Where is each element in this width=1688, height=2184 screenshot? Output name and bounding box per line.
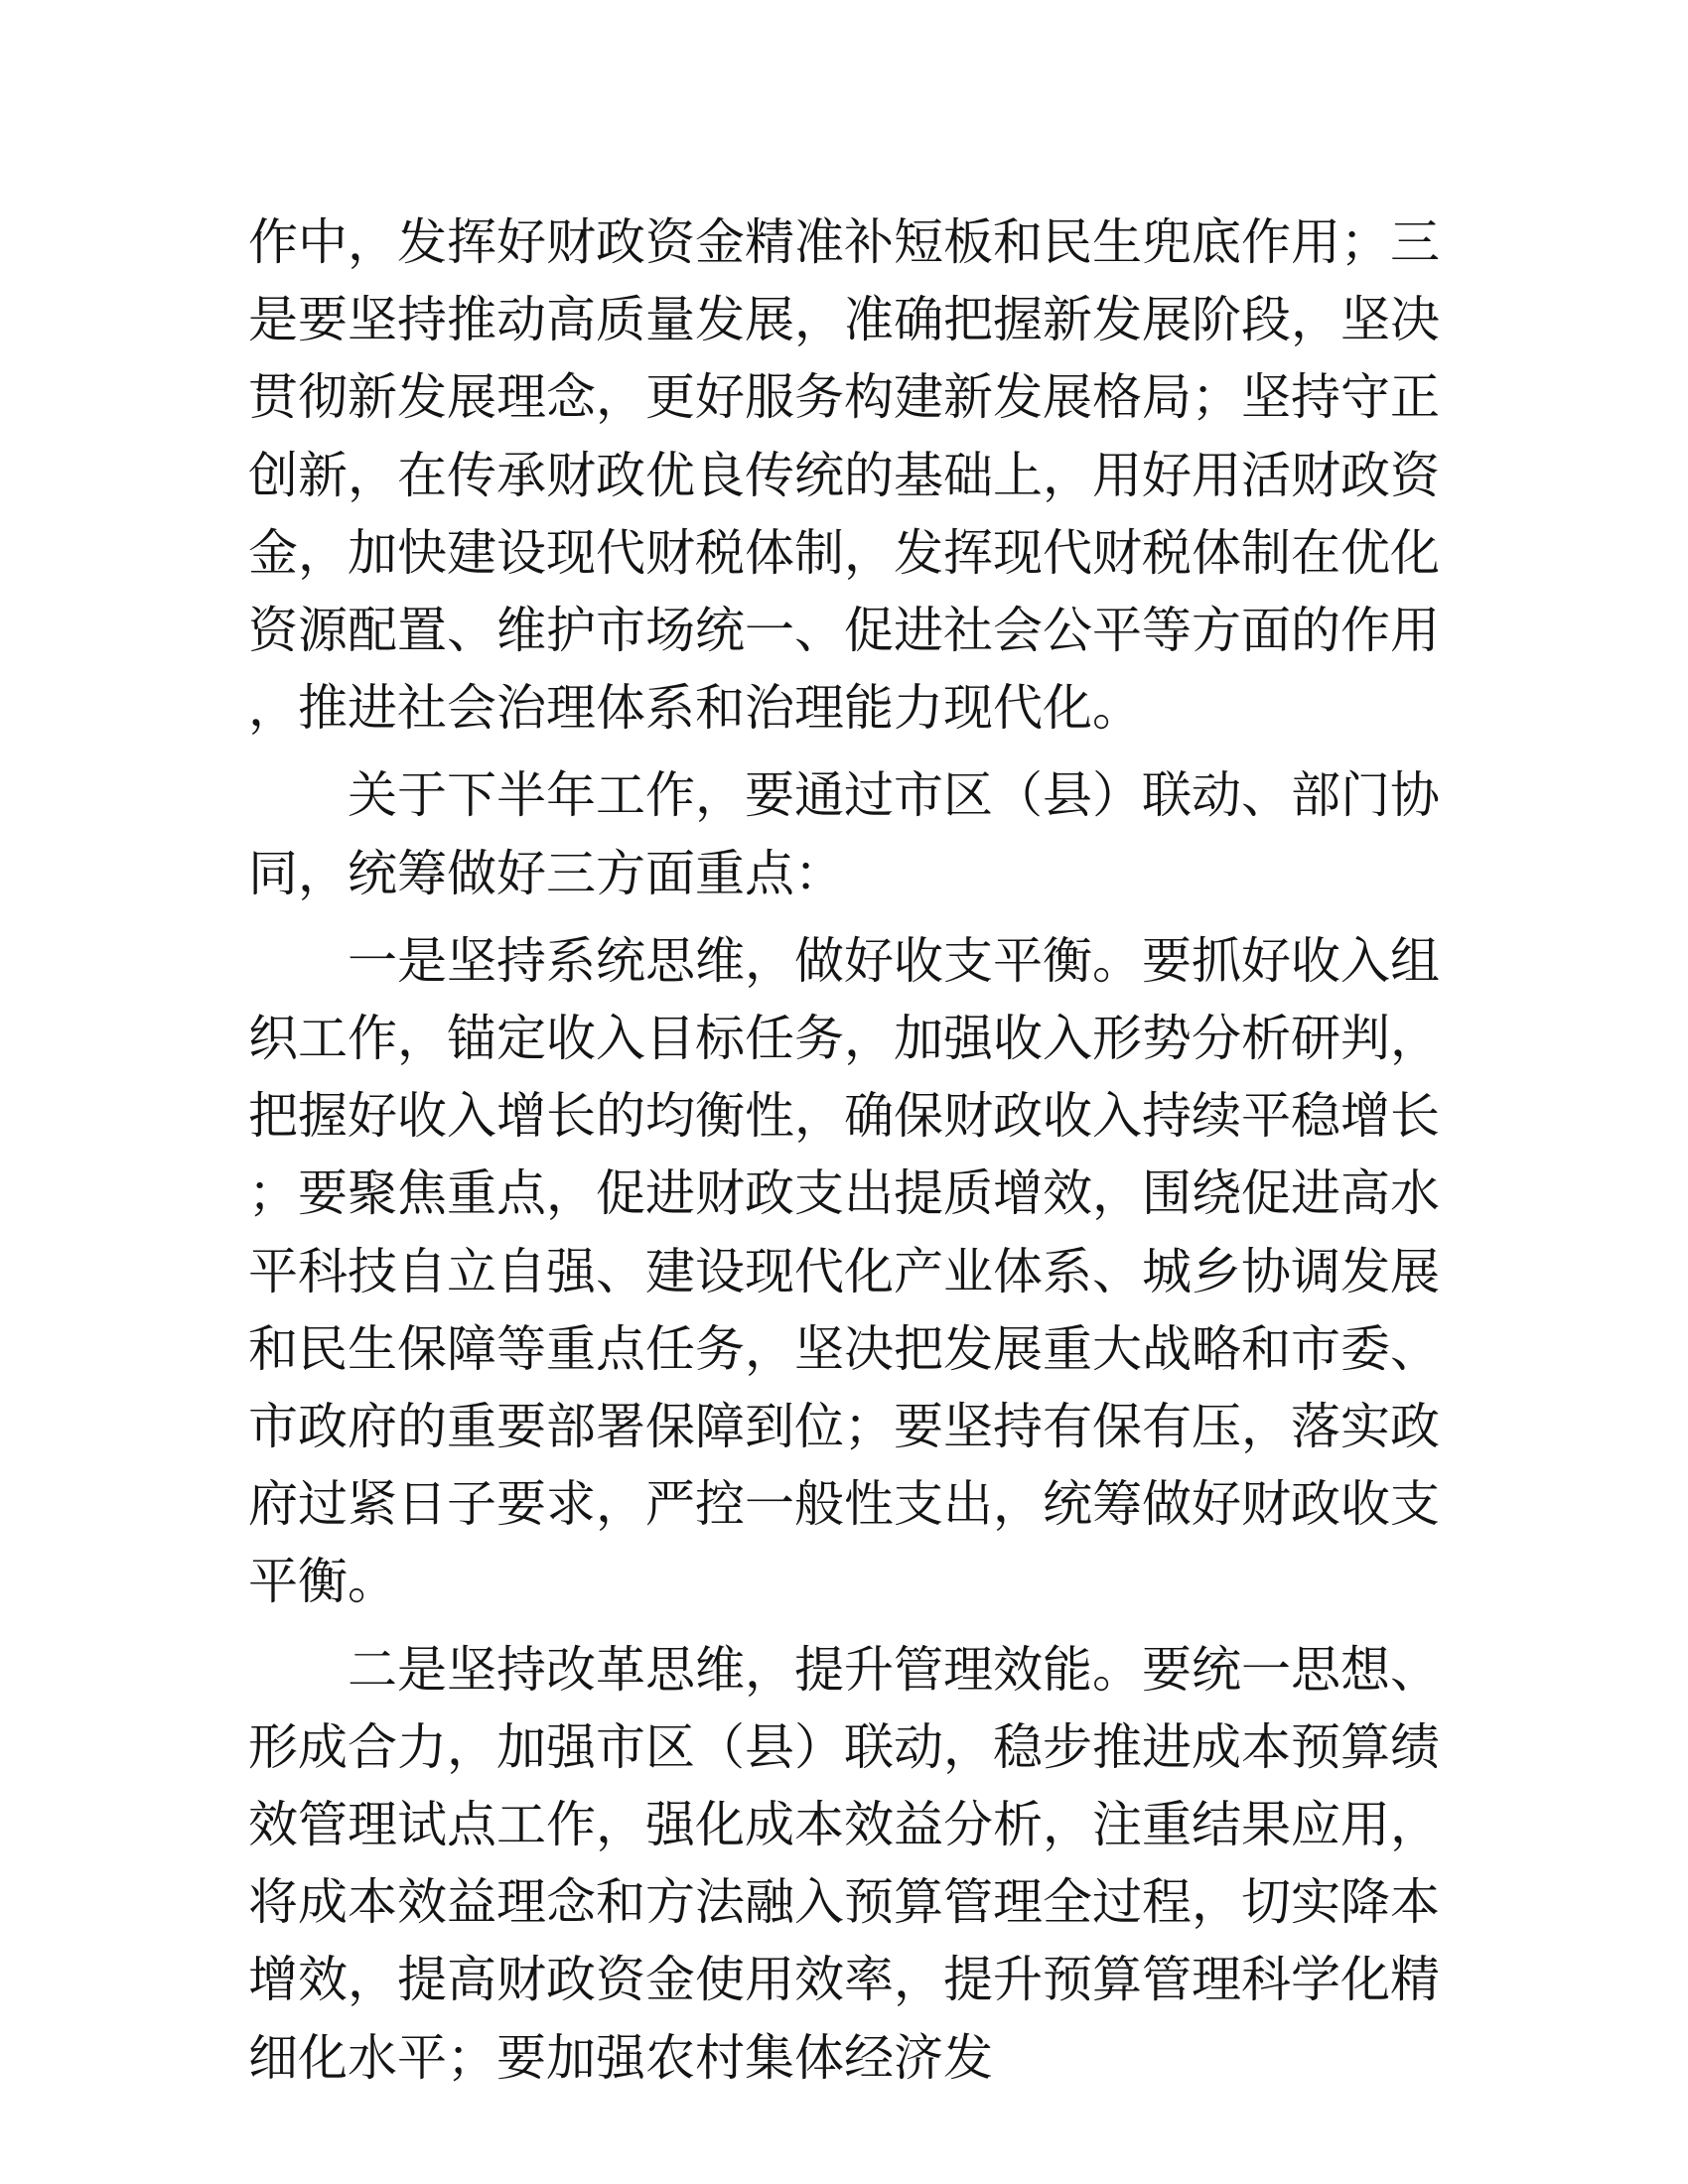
paragraph-continuation: 作中，发挥好财政资金精准补短板和民生兜底作用；三是要坚持推动高质量发展，准确把握新发展阶段，坚决贯彻新发展理念，更好服务构建新发展格局；坚持守正创新，在传承财政优良传统的基础上，用好用活财政资金，加快建设现代财税体制，发挥现代财税体制在优化资源配置、维护市场统一、促进社会公平等方面的作用，推进社会治理体系和治理能力现代化。 <box>248 213 1440 738</box>
paragraph-point-one: 一是坚持系统思维，做好收支平衡。要抓好收入组织工作，锚定收入目标任务，加强收入形势分析研判，把握好收入增长的均衡性，确保财政收入持续平稳增长；要聚焦重点，促进财政支出提质增效，围绕促进高水平科技自立自强、建设现代化产业体系、城乡协调发展和民生保障等重点任务，坚决把发展重大战略和市委、市政府的重要部署保障到位；要坚持有保有压，落实政府过紧日子要求，严控一般性支出，统筹做好财政收支平衡。 <box>248 931 1440 1611</box>
paragraph-point-two: 二是坚持改革思维，提升管理效能。要统一思想、形成合力，加强市区（县）联动，稳步推进成本预算绩效管理试点工作，强化成本效益分析，注重结果应用，将成本效益理念和方法融入预算管理全过程，切实降本增效，提高财政资金使用效率，提升预算管理科学化精细化水平；要加强农村集体经济发 <box>248 1640 1440 2087</box>
document-body <box>248 204 1440 2097</box>
paragraph-second-half-work: 关于下半年工作，要通过市区（县）联动、部门协同，统筹做好三方面重点： <box>248 766 1440 902</box>
